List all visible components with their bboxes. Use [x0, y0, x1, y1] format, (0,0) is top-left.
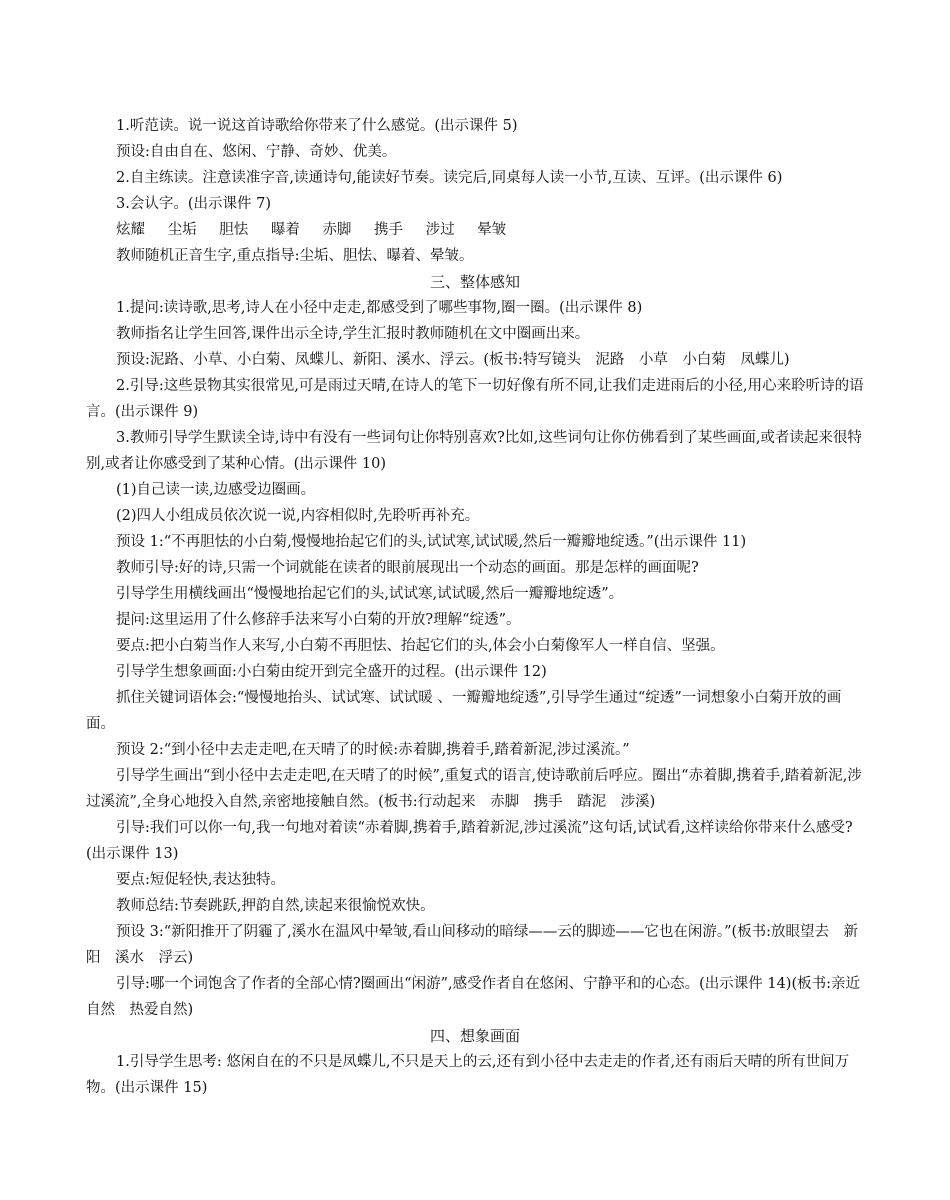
paragraph: 要点:短促轻快,表达独特。: [116, 872, 285, 888]
paragraph: 预设 2:“到小径中去走走吧,在天晴了的时候:赤着脚,携着手,踏着新泥,涉过溪流。”: [116, 742, 630, 758]
paragraph: 1.提问:读诗歌,思考,诗人在小径中走走,都感受到了哪些事物,圈一圈。(出示课件 8): [116, 300, 643, 316]
paragraph: 预设:自由自在、悠闲、宁静、奇妙、优美。: [116, 144, 397, 160]
paragraph: 引导学生画出“到小径中去走走吧,在天晴了的时候”,重复式的语言,使诗歌前后呼应。圈出“赤着脚,携着手,踏着新泥,涉过溪流”,全身心地投入自然,亲密地接触自然。(板书:行动起来 赤脚 携手 踏泥 涉溪): [86, 768, 862, 810]
character-word: 尘垢: [167, 222, 197, 238]
paragraph: 抓住关键词语体会:“慢慢地抬头、试试寒、试试暖 、一瓣瓣地绽透”,引导学生通过“绽透”一词想象小白菊开放的画面。: [86, 690, 842, 732]
paragraph: 引导学生想象画面:小白菊由绽开到完全盛开的过程。(出示课件 12): [116, 664, 547, 680]
paragraph: (2)四人小组成员依次说一说,内容相似时,先聆听再补充。: [116, 508, 480, 524]
paragraph: 教师指名让学生回答,课件出示全诗,学生汇报时教师随机在文中圈画出来。: [116, 326, 590, 342]
character-word: 胆怯: [219, 222, 249, 238]
paragraph: 提问:这里运用了什么修辞手法来写小白菊的开放?理解“绽透”。: [116, 612, 521, 628]
paragraph: 引导学生用横线画出“慢慢地抬起它们的头,试试寒,试试暖,然后一瓣瓣地绽透”。: [116, 586, 624, 602]
paragraph: 3.教师引导学生默读全诗,诗中有没有一些词句让你特别喜欢?比如,这些词句让你仿佛看到了某些画面,或者读起来很特别,或者让你感受到了某种心情。(出示课件 10): [86, 430, 862, 472]
paragraph: 1.听范读。说一说这首诗歌给你带来了什么感觉。(出示课件 5): [116, 118, 518, 134]
section-heading: 三、整体感知: [429, 273, 520, 291]
paragraph: 1.引导学生思考: 悠闲自在的不只是凤蝶儿,不只是天上的云,还有到小径中去走走的作者,还有雨后天晴的所有世间万物。(出示课件 15): [86, 1054, 850, 1096]
characters-row: [86, 217, 864, 243]
character-word: 携手: [374, 222, 404, 238]
paragraph: 预设:泥路、小草、小白菊、凤蝶儿、新阳、溪水、浮云。(板书:特写镜头 泥路 小草 小白菊 凤蝶儿): [116, 352, 790, 368]
paragraph: 要点:把小白菊当作人来写,小白菊不再胆怯、抬起它们的头,体会小白菊像军人一样自信、坚强。: [116, 638, 725, 654]
document-body: [86, 113, 864, 1101]
character-word: 涉过: [425, 222, 455, 238]
paragraph-text: 2.引导:这些景物其实很常见,可是雨过天晴,在诗人的笔下一切好像有所不同,让我们走进雨后的小径,用心来聆听诗的语言。(出示课件 9): [86, 378, 864, 420]
paragraph: 教师随机正音生字,重点指导:尘垢、胆怯、曝着、晕皱。: [116, 248, 474, 264]
character-word: 曝着: [270, 222, 300, 238]
paragraph: 预设 1:“不再胆怯的小白菊,慢慢地抬起它们的头,试试寒,试试暖,然后一瓣瓣地绽透。”(出示课件 11): [116, 534, 747, 550]
paragraph: 引导:我们可以你一句,我一句地对着读“赤着脚,携着手,踏着新泥,涉过溪流”这句话,试试看,这样读给你带来什么感受?(出示课件 13): [86, 820, 853, 862]
paragraph: 3.会认字。(出示课件 7): [116, 196, 271, 212]
character-word: 赤脚: [322, 222, 352, 238]
paragraph: 预设 3:“新阳推开了阴霾了,溪水在温风中晕皱,看山间移动的暗绿——云的脚迹——它也在闲游。”(板书:放眼望去 新阳 溪水 浮云): [86, 924, 859, 966]
paragraph: [86, 373, 864, 425]
paragraph: 教师引导:好的诗,只需一个词就能在读者的眼前展现出一个动态的画面。那是怎样的画面呢?: [116, 560, 699, 576]
paragraph: 引导:哪一个词饱含了作者的全部心情?圈画出“闲游”,感受作者自在悠闲、宁静平和的心态。(出示课件 14)(板书:亲近自然 热爱自然): [86, 976, 861, 1018]
section-heading: 四、想象画面: [429, 1027, 520, 1045]
character-word: 晕皱: [477, 222, 507, 238]
paragraph: (1)自己读一读,边感受边圈画。: [116, 482, 316, 498]
character-word: 炫耀: [116, 222, 145, 238]
paragraph: 教师总结:节奏跳跃,押韵自然,读起来很愉悦欢快。: [116, 898, 435, 914]
paragraph: 2.自主练读。注意读准字音,读通诗句,能读好节奏。读完后,同桌每人读一小节,互读、互评。(出示课件 6): [116, 170, 783, 186]
